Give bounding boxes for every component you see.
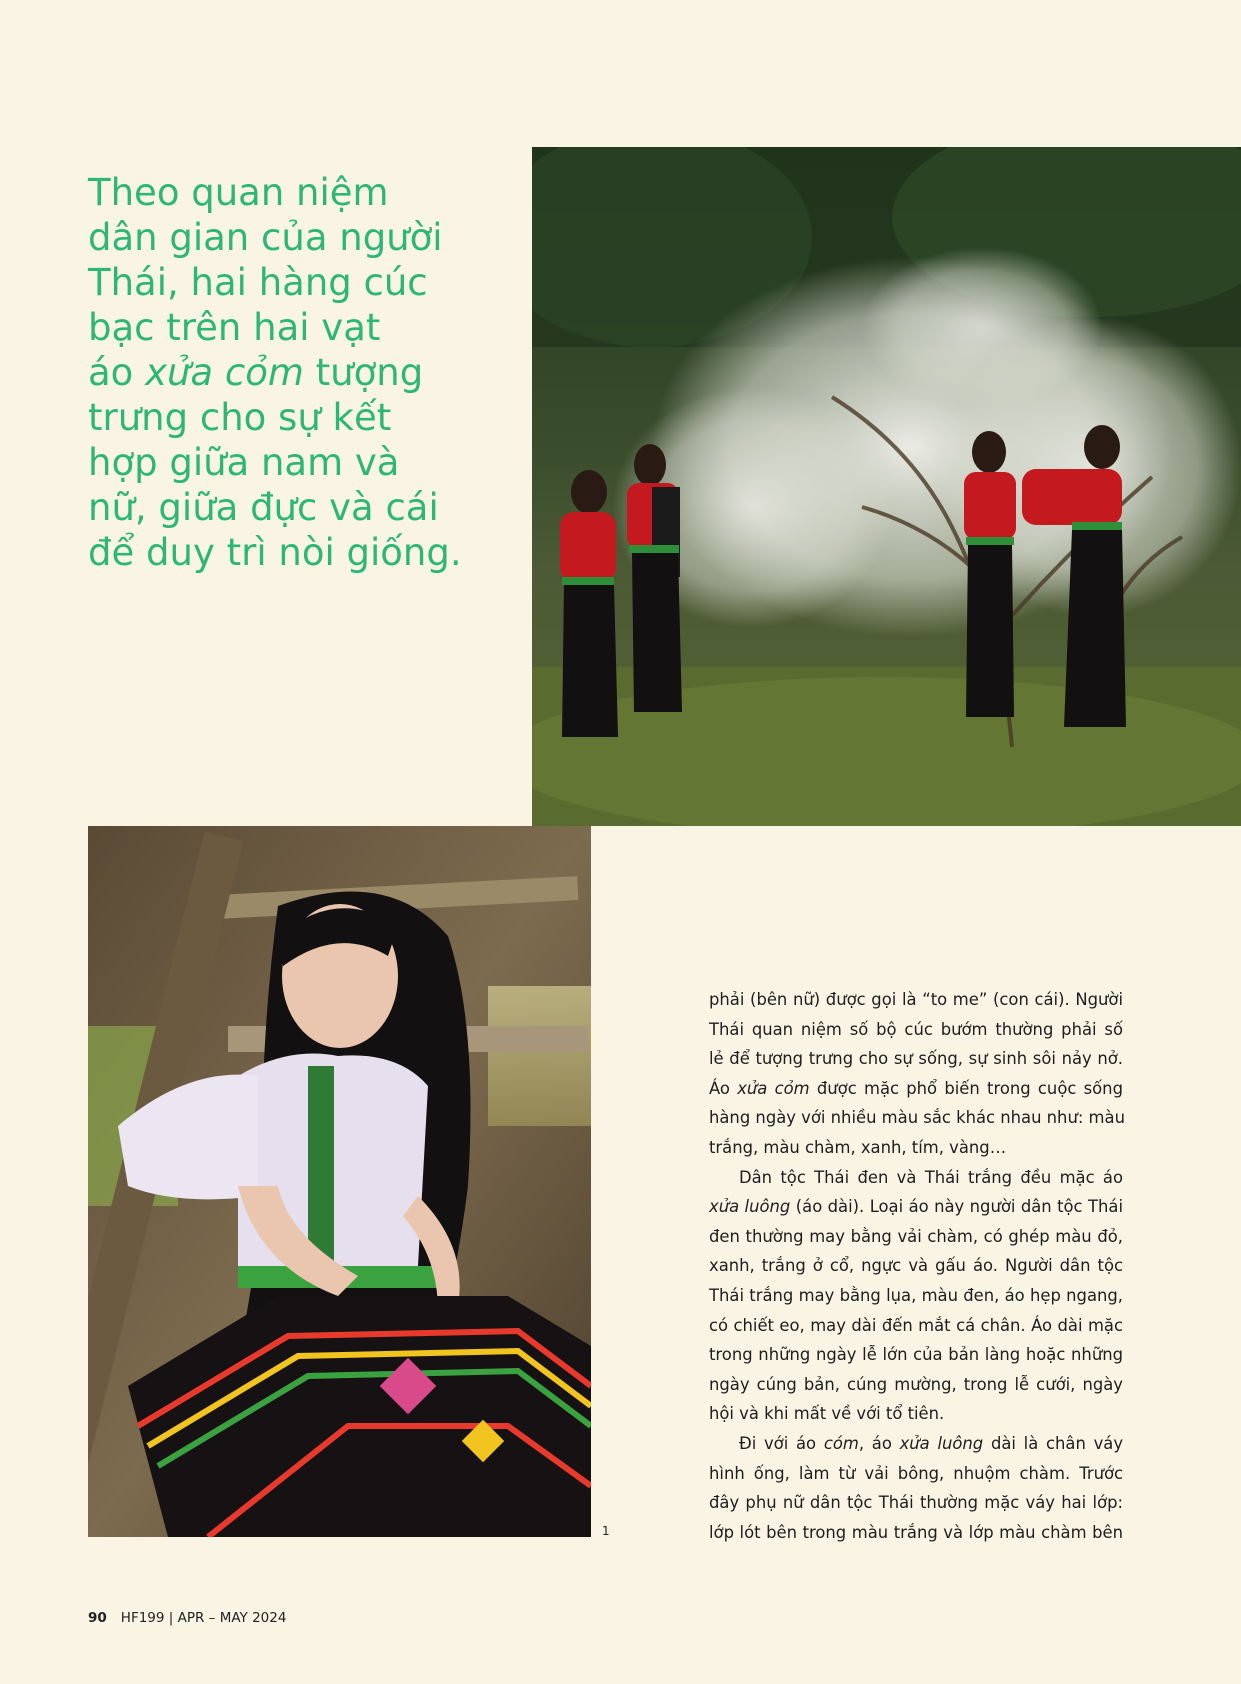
text-line: đen thường may bằng vải chàm, có ghép màu đỏ, (709, 1226, 1123, 1246)
text-line: đây phụ nữ dân tộc Thái thường mặc váy hai lớp: (709, 1493, 1123, 1513)
pull-quote-line: hợp giữa nam và (88, 441, 400, 484)
text-line (709, 1192, 1123, 1222)
paragraph (709, 985, 1123, 1163)
text-line: lớp lót bên trong màu trắng và lớp màu chàm bên (709, 1522, 1123, 1542)
photo-plum-blossom-women (532, 147, 1241, 826)
italic-term: cóm (823, 1433, 859, 1453)
pull-quote-line: dân gian của người (88, 216, 443, 259)
pull-quote (88, 170, 488, 575)
pull-quote-line: bạc trên hai vạt (88, 306, 381, 349)
text-line: Thái trắng may bằng lụa, màu đen, áo hẹp ngang, (709, 1285, 1123, 1305)
pull-quote-line: Theo quan niệm (88, 171, 389, 214)
italic-term: xửa luông (899, 1433, 984, 1453)
text-line: hàng ngày với nhiều màu sắc khác nhau như: màu (709, 1108, 1125, 1128)
text-line: có chiết eo, may dài đến mắt cá chân. Áo dài mặc (709, 1315, 1123, 1335)
pull-quote-line: trưng cho sự kết (88, 396, 392, 439)
text-line: hội và khi mất về với tổ tiên. (709, 1404, 945, 1424)
text-line: Dân tộc Thái đen và Thái trắng đều mặc áo (739, 1167, 1123, 1187)
pull-quote-text: tượng (303, 351, 424, 394)
text-line: hình ống, làm từ vải bông, nhuộm chàm. Trước (709, 1463, 1123, 1483)
figure-woman (964, 431, 1016, 717)
italic-term: xửa cỏm (737, 1078, 810, 1098)
issue-info: HF199 | APR – MAY 2024 (120, 1610, 287, 1626)
text-line (709, 1074, 1123, 1104)
pull-quote-line: Thái, hai hàng cúc (88, 261, 428, 304)
photo-embroidery-illustration (88, 826, 591, 1537)
photo-number: 1 (602, 1524, 610, 1538)
text-span: Đi với áo (739, 1433, 824, 1453)
pull-quote-italic-term: xửa cỏm (145, 351, 304, 394)
pull-quote-line (88, 350, 488, 395)
paragraph (709, 1429, 1123, 1547)
text-span: , áo (858, 1433, 900, 1453)
article-body (709, 985, 1123, 1547)
text-line: trắng, màu chàm, xanh, tím, vàng… (709, 1137, 1007, 1157)
photo-plum-blossom-illustration (532, 147, 1241, 826)
text-line: lẻ để tượng trưng cho sự sống, sự sinh sôi nảy nở. (709, 1049, 1123, 1069)
pull-quote-line: nữ, giữa đực và cái (88, 486, 439, 529)
paragraph (709, 1163, 1123, 1429)
page-footer (88, 1610, 286, 1626)
text-span: (áo dài). Loại áo này người dân tộc Thái (790, 1197, 1123, 1217)
page-number: 90 (88, 1610, 107, 1626)
text-span: dài là chân váy (983, 1433, 1124, 1453)
text-line (709, 1429, 1123, 1459)
text-line: Thái quan niệm số bộ cúc bướm thường phải số (709, 1019, 1123, 1039)
text-span: được mặc phổ biến trong cuộc sống (809, 1078, 1123, 1098)
text-line: phải (bên nữ) được gọi là “to me” (con cái). Người (709, 990, 1123, 1009)
text-line: ngày cúng bản, cúng mường, trong lễ cưới, ngày (709, 1374, 1123, 1394)
text-line: trong những ngày lễ lớn của bản làng hoặc những (709, 1345, 1123, 1365)
italic-term: xửa luông (709, 1197, 791, 1217)
text-line: xanh, trắng ở cổ, ngực và gấu áo. Người dân tộc (709, 1256, 1123, 1276)
photo-woman-embroidering (88, 826, 591, 1537)
pull-quote-line: để duy trì nòi giống. (88, 531, 462, 574)
pull-quote-text: áo (88, 351, 146, 394)
text-span: Áo (709, 1078, 738, 1098)
